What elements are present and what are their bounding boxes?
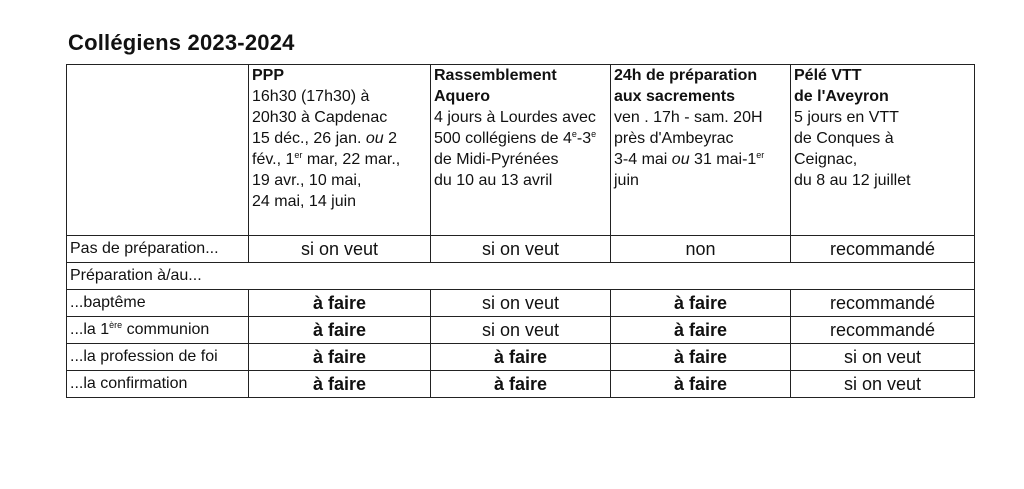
column-header-ppp bbox=[249, 65, 431, 236]
column-detail-line: 24 mai, 14 juin bbox=[252, 193, 357, 210]
row-label: ...la confirmation bbox=[67, 371, 249, 398]
column-detail-line: près d'Ambeyrac bbox=[614, 130, 734, 147]
corner-cell bbox=[67, 65, 249, 236]
table-cell: si on veut bbox=[431, 317, 611, 344]
column-title-line: de l'Aveyron bbox=[794, 88, 889, 105]
column-detail-line: du 8 au 12 juillet bbox=[794, 172, 911, 189]
column-title-line: Pélé VTT bbox=[794, 67, 862, 84]
column-detail-line: 19 avr., 10 mai, bbox=[252, 172, 362, 189]
column-detail-line: 3-4 mai ou 31 mai-1er bbox=[614, 150, 765, 168]
column-detail-line: du 10 au 13 avril bbox=[434, 172, 553, 189]
table-cell: si on veut bbox=[249, 236, 431, 263]
table-cell: à faire bbox=[249, 290, 431, 317]
column-detail-line: fév., 1er mar, 22 mar., bbox=[252, 150, 401, 168]
column-title-line: PPP bbox=[252, 67, 285, 84]
column-title-line: aux sacrements bbox=[614, 88, 735, 105]
table-cell: si on veut bbox=[791, 344, 975, 371]
table-row bbox=[67, 344, 975, 371]
table-cell: à faire bbox=[611, 317, 791, 344]
column-detail-line: ven . 17h - sam. 20H bbox=[614, 109, 763, 126]
table-row bbox=[67, 236, 975, 263]
column-detail-line: 15 déc., 26 jan. ou 2 bbox=[252, 130, 397, 147]
table-cell: à faire bbox=[249, 371, 431, 398]
table-cell: si on veut bbox=[431, 290, 611, 317]
column-title-line: 24h de préparation bbox=[614, 67, 758, 84]
row-label: ...la 1ère communion bbox=[67, 317, 249, 344]
column-detail-line: 20h30 à Capdenac bbox=[252, 109, 388, 126]
column-header-aquero bbox=[431, 65, 611, 236]
page-title: Collégiens 2023-2024 bbox=[68, 30, 295, 55]
column-detail-line: 5 jours en VTT bbox=[794, 109, 899, 126]
column-detail-line: 16h30 (17h30) à bbox=[252, 88, 370, 105]
column-title-line: Aquero bbox=[434, 88, 490, 105]
column-detail-line: de Conques à bbox=[794, 130, 894, 147]
row-label: Pas de préparation... bbox=[67, 236, 249, 263]
table-cell: à faire bbox=[611, 290, 791, 317]
column-detail-line: de Midi-Pyrénées bbox=[434, 151, 559, 168]
column-header-pele-vtt bbox=[791, 65, 975, 236]
table-cell: recommandé bbox=[791, 236, 975, 263]
table-cell: à faire bbox=[249, 344, 431, 371]
header-row bbox=[67, 65, 975, 236]
row-label: ...la profession de foi bbox=[67, 344, 249, 371]
table-cell: si on veut bbox=[431, 236, 611, 263]
table-cell: à faire bbox=[431, 371, 611, 398]
table-row bbox=[67, 317, 975, 344]
row-label: ...baptême bbox=[67, 290, 249, 317]
section-row bbox=[67, 263, 975, 290]
table-cell: recommandé bbox=[791, 317, 975, 344]
table-cell: non bbox=[611, 236, 791, 263]
table-row bbox=[67, 371, 975, 398]
column-detail-line: 500 collégiens de 4e-3e bbox=[434, 129, 597, 147]
column-detail-line: 4 jours à Lourdes avec bbox=[434, 109, 596, 126]
column-detail-line: juin bbox=[614, 172, 639, 189]
section-label: Préparation à/au... bbox=[67, 263, 975, 290]
table-cell: à faire bbox=[611, 371, 791, 398]
table-cell: à faire bbox=[249, 317, 431, 344]
column-title-line: Rassemblement bbox=[434, 67, 557, 84]
table-cell: à faire bbox=[431, 344, 611, 371]
table-cell: si on veut bbox=[791, 371, 975, 398]
schedule-table bbox=[66, 64, 975, 398]
table-row bbox=[67, 290, 975, 317]
column-header-24h bbox=[611, 65, 791, 236]
table-cell: à faire bbox=[611, 344, 791, 371]
column-detail-line: Ceignac, bbox=[794, 151, 858, 168]
table-cell: recommandé bbox=[791, 290, 975, 317]
